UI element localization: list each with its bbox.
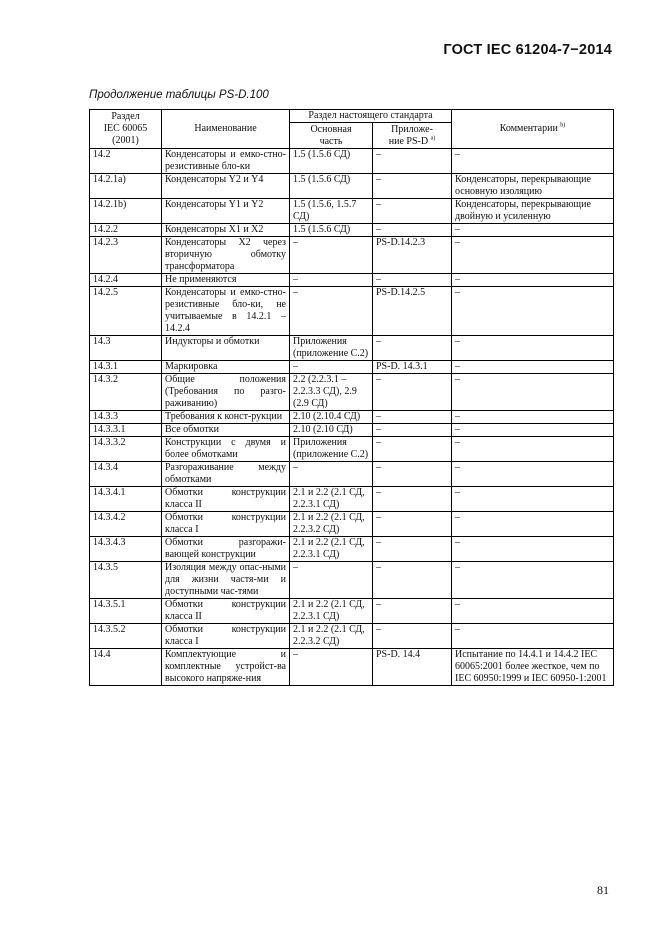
cell-comment: – <box>452 599 614 624</box>
cell-annex: – <box>373 424 452 437</box>
header-section <box>90 110 162 149</box>
cell-name: Не применяются <box>162 274 290 287</box>
cell-name: Все обмотки <box>162 424 290 437</box>
cell-main-part: 2.10 (2.10 СД) <box>290 424 373 437</box>
table-row <box>90 237 614 274</box>
cell-name: Разгораживание между обмотками <box>162 462 290 487</box>
cell-main-part: – <box>290 562 373 599</box>
cell-name: Обмотки разгоражи-вающей конструкции <box>162 537 290 562</box>
cell-annex: PS-D. 14.4 <box>373 649 452 686</box>
cell-name: Конденсаторы X1 и X2 <box>162 224 290 237</box>
cell-annex: – <box>373 599 452 624</box>
table-row <box>90 487 614 512</box>
cell-section: 14.3.5.1 <box>90 599 162 624</box>
cell-annex: – <box>373 149 452 174</box>
table-row <box>90 562 614 599</box>
cell-section: 14.3 <box>90 336 162 361</box>
cell-main-part: Приложения (приложение С.2) <box>290 437 373 462</box>
cell-section: 14.2.5 <box>90 287 162 336</box>
cell-annex: – <box>373 624 452 649</box>
cell-section: 14.3.5 <box>90 562 162 599</box>
cell-main-part: – <box>290 462 373 487</box>
cell-comment: – <box>452 487 614 512</box>
table-row <box>90 287 614 336</box>
requirements-table <box>89 109 614 686</box>
cell-comment: – <box>452 411 614 424</box>
cell-annex: – <box>373 437 452 462</box>
cell-section: 14.3.5.2 <box>90 624 162 649</box>
cell-section: 14.3.4 <box>90 462 162 487</box>
cell-comment: Конденсаторы, перекрывающие двойную и усиленную <box>452 199 614 224</box>
cell-name: Конденсаторы Y1 и Y2 <box>162 199 290 224</box>
cell-section: 14.4 <box>90 649 162 686</box>
cell-section: 14.3.3 <box>90 411 162 424</box>
cell-main-part: 2.1 и 2.2 (2.1 СД, 2.2.3.1 СД) <box>290 487 373 512</box>
cell-name: Обмотки конструкции класса II <box>162 599 290 624</box>
cell-annex: – <box>373 199 452 224</box>
table-row <box>90 361 614 374</box>
cell-name: Конденсаторы Y2 и Y4 <box>162 174 290 199</box>
cell-comment: – <box>452 287 614 336</box>
cell-name: Обмотки конструкции класса II <box>162 487 290 512</box>
table-row <box>90 336 614 361</box>
cell-section: 14.2 <box>90 149 162 174</box>
cell-name: Индукторы и обмотки <box>162 336 290 361</box>
cell-annex: – <box>373 374 452 411</box>
cell-comment: – <box>452 361 614 374</box>
cell-main-part: – <box>290 237 373 274</box>
header-main-line: Основная <box>310 123 352 135</box>
table-row <box>90 274 614 287</box>
header-name: Наименование <box>162 110 290 149</box>
cell-comment: – <box>452 336 614 361</box>
cell-annex: – <box>373 487 452 512</box>
cell-main-part: 2.10 (2.10.4 СД) <box>290 411 373 424</box>
cell-main-part: – <box>290 649 373 686</box>
table-row <box>90 411 614 424</box>
cell-name: Общие положения (Требования по разго-раживанию) <box>162 374 290 411</box>
cell-section: 14.2.4 <box>90 274 162 287</box>
table-row <box>90 649 614 686</box>
cell-annex: – <box>373 224 452 237</box>
cell-comment: – <box>452 437 614 462</box>
cell-annex: – <box>373 411 452 424</box>
cell-annex: PS-D.14.2.5 <box>373 287 452 336</box>
cell-section: 14.2.3 <box>90 237 162 274</box>
cell-comment: – <box>452 624 614 649</box>
table-row <box>90 462 614 487</box>
cell-main-part: 1.5 (1.5.6 СД) <box>290 149 373 174</box>
table-row <box>90 199 614 224</box>
cell-main-part: 1.5 (1.5.6, 1.5.7 СД) <box>290 199 373 224</box>
page-number: 81 <box>597 883 609 897</box>
cell-annex: – <box>373 336 452 361</box>
header-main-part <box>290 123 373 149</box>
header-comments-label: Комментарии <box>499 123 558 134</box>
cell-section: 14.3.4.3 <box>90 537 162 562</box>
table-header <box>90 110 614 149</box>
table-row <box>90 599 614 624</box>
cell-name: Маркировка <box>162 361 290 374</box>
cell-annex: – <box>373 174 452 199</box>
header-annex <box>373 123 452 149</box>
cell-main-part: 2.1 и 2.2 (2.1 СД, 2.2.3.2 СД) <box>290 512 373 537</box>
table-row <box>90 512 614 537</box>
cell-main-part: 2.1 и 2.2 (2.1 СД, 2.2.3.1 СД) <box>290 537 373 562</box>
cell-section: 14.3.4.2 <box>90 512 162 537</box>
table-row <box>90 537 614 562</box>
cell-section: 14.2.1b) <box>90 199 162 224</box>
cell-main-part: 1.5 (1.5.6 СД) <box>290 224 373 237</box>
cell-annex: – <box>373 462 452 487</box>
cell-section: 14.3.4.1 <box>90 487 162 512</box>
cell-name: Обмотки конструкции класса I <box>162 624 290 649</box>
header-comments <box>452 110 614 149</box>
cell-name: Требования к конст-рукции <box>162 411 290 424</box>
header-section-line: IEC 60065 <box>103 123 148 134</box>
cell-comment: – <box>452 512 614 537</box>
cell-annex: – <box>373 537 452 562</box>
cell-main-part: – <box>290 361 373 374</box>
cell-comment: – <box>452 537 614 562</box>
table-row <box>90 149 614 174</box>
cell-comment: Конденсаторы, перекрывающие основную изоляцию <box>452 174 614 199</box>
cell-annex: PS-D. 14.3.1 <box>373 361 452 374</box>
table-caption: Продолжение таблицы PS-D.100 <box>89 89 269 101</box>
cell-main-part: 2.1 и 2.2 (2.1 СД, 2.2.3.2 СД) <box>290 624 373 649</box>
cell-name: Конденсаторы X2 через вторичную обмотку трансформатора <box>162 237 290 274</box>
cell-section: 14.3.3.2 <box>90 437 162 462</box>
table-row <box>90 224 614 237</box>
cell-name: Обмотки конструкции класса I <box>162 512 290 537</box>
header-annex-line: Приложе- <box>391 123 433 135</box>
cell-annex: – <box>373 274 452 287</box>
table-body <box>90 149 614 686</box>
cell-section: 14.3.3.1 <box>90 424 162 437</box>
cell-annex: PS-D.14.2.3 <box>373 237 452 274</box>
cell-main-part: 2.1 и 2.2 (2.1 СД, 2.2.3.1 СД) <box>290 599 373 624</box>
header-annex-line: ние PS-D <box>388 135 429 147</box>
table-row <box>90 624 614 649</box>
header-annex-footnote: a) <box>430 135 436 142</box>
table-row <box>90 374 614 411</box>
cell-name: Изоляция между опас-ными для жизни частя-ми и доступными час-тями <box>162 562 290 599</box>
header-section-line: Раздел <box>111 111 140 122</box>
cell-comment: Испытание по 14.4.1 и 14.4.2 IEC 60065:2001 более жесткое, чем по IEC 60950:1999 и IEC 60950-1:2001 <box>452 649 614 686</box>
cell-annex: – <box>373 512 452 537</box>
standard-designation: ГОСТ IEC 61204-7−2014 <box>443 42 612 58</box>
cell-name: Конденсаторы и емко-стно-резистивные бло-ки, не учитываемые в 14.2.1 – 14.2.4 <box>162 287 290 336</box>
header-main-line: часть <box>319 135 343 147</box>
table-row <box>90 174 614 199</box>
cell-comment: – <box>452 237 614 274</box>
cell-name: Конденсаторы и емко-стно-резистивные бло-ки <box>162 149 290 174</box>
cell-section: 14.2.2 <box>90 224 162 237</box>
cell-comment: – <box>452 424 614 437</box>
cell-section: 14.2.1а) <box>90 174 162 199</box>
header-standard-group: Раздел настоящего стандарта <box>290 110 452 123</box>
cell-name: Комплектующие и комплектные устройст-ва высокого напряже-ния <box>162 649 290 686</box>
cell-main-part: Приложения (приложение С.2) <box>290 336 373 361</box>
cell-comment: – <box>452 462 614 487</box>
cell-comment: – <box>452 274 614 287</box>
cell-section: 14.3.1 <box>90 361 162 374</box>
header-comments-footnote: b) <box>560 122 566 129</box>
cell-main-part: 2.2 (2.2.3.1 – 2.2.3.3 СД), 2.9 (2.9 СД) <box>290 374 373 411</box>
cell-comment: – <box>452 374 614 411</box>
cell-comment: – <box>452 149 614 174</box>
cell-annex: – <box>373 562 452 599</box>
cell-section: 14.3.2 <box>90 374 162 411</box>
cell-comment: – <box>452 562 614 599</box>
cell-main-part: – <box>290 274 373 287</box>
cell-main-part: – <box>290 287 373 336</box>
cell-comment: – <box>452 224 614 237</box>
header-section-line: (2001) <box>112 135 139 146</box>
table-row <box>90 437 614 462</box>
table-row <box>90 424 614 437</box>
cell-name: Конструкции с двумя и более обмотками <box>162 437 290 462</box>
cell-main-part: 1.5 (1.5.6 СД) <box>290 174 373 199</box>
